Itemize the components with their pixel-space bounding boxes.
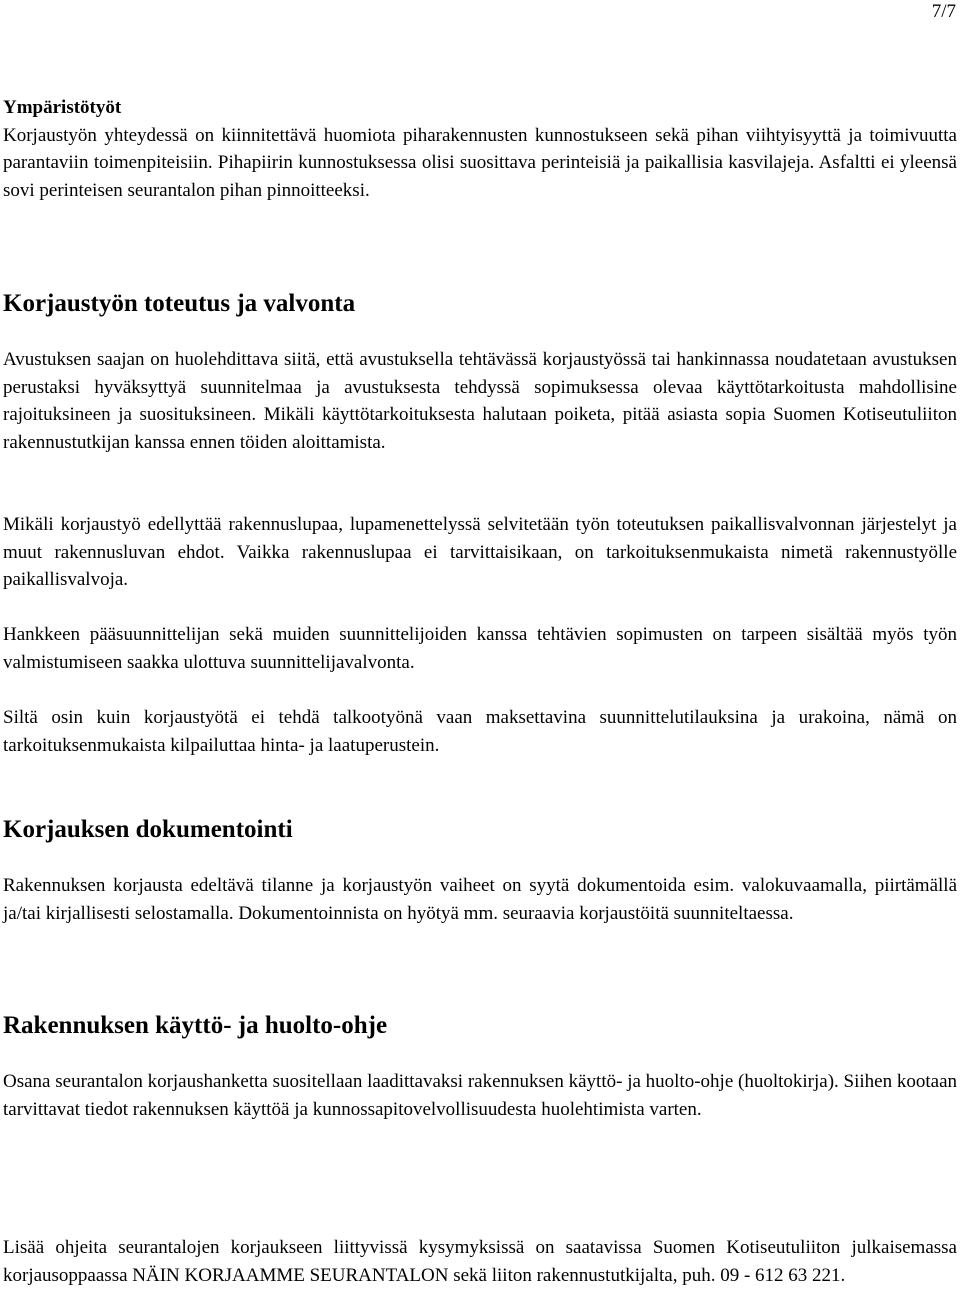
paragraph-more-info: Lisää ohjeita seurantalojen korjaukseen liittyvissä kysymyksissä on saatavissa Suomen Kotiseutuliiton julkaisemassa korjausoppaassa NÄIN KORJAAMME SEURANTALON sekä liiton rakennustutkijalta, puh. 09 - 612 63 221. [3, 1237, 957, 1286]
paragraph-implementation-4: Siltä osin kuin korjaustyötä ei tehdä talkootyönä vaan maksettavina suunnittelutilauksina ja urakoina, nämä on tarkoituksenmukaista kilpailuttaa hinta- ja laatuperustein. [3, 707, 957, 756]
paragraph-implementation-1-block [3, 346, 957, 456]
page-number: 7/7 [931, 1, 956, 22]
paragraph-implementation-4-block [3, 704, 957, 759]
paragraph-documentation-block [3, 872, 957, 927]
paragraph-maintenance: Osana seurantalon korjaushanketta suositellaan laadittavaksi rakennuksen käyttö- ja huolto-ohje (huoltokirja). Siihen kootaan tarvittavat tiedot rakennuksen käyttöä ja kunnossapitovelvollisuudesta huolehtimista varten. [3, 1071, 957, 1120]
paragraph-more-info-block [3, 1234, 957, 1289]
section-heading-implementation: Korjaustyön toteutus ja valvonta [3, 290, 356, 317]
paragraph-maintenance-block [3, 1068, 957, 1123]
paragraph-implementation-3: Hankkeen pääsuunnittelijan sekä muiden suunnittelijoiden kanssa tehtävien sopimusten on tarpeen sisältää myös työn valmistumiseen saakka ulottuva suunnittelijavalvonta. [3, 624, 957, 673]
section-implementation [3, 289, 957, 319]
paragraph-implementation-2: Mikäli korjaustyö edellyttää rakennuslupaa, lupamenettelyssä selvitetään työn toteutuksen paikallisvalvonnan järjestelyt ja muut rakennusluvan ehdot. Vaikka rakennuslupaa ei tarvittaisikaan, on tarkoituksenmukaista nimetä rakennustyölle paikallisvalvoja. [3, 514, 957, 590]
section-heading-documentation: Korjauksen dokumentointi [3, 816, 293, 843]
paragraph-environment: Korjaustyön yhteydessä on kiinnitettävä huomiota piharakennusten kunnostukseen sekä pihan viihtyisyyttä ja toimivuutta parantaviin toimenpiteisiin. Pihapiirin kunnostuksessa olisi suosittava perinteisiä ja paikallisia kasvilajeja. Asfaltti ei yleensä sovi perinteisen seurantalon pihan pinnoitteeksi. [3, 124, 957, 201]
paragraph-implementation-3-block [3, 621, 957, 676]
paragraph-implementation-2-block [3, 511, 957, 594]
section-environment [3, 94, 957, 204]
section-heading-maintenance: Rakennuksen käyttö- ja huolto-ohje [3, 1012, 388, 1039]
paragraph-implementation-1: Avustuksen saajan on huolehdittava siitä, että avustuksella tehtävässä korjaustyössä tai hankinnassa noudatetaan avustuksen perustaksi hyväksyttyä suunnitelmaa ja avustuksesta tehdyssä sopimuksessa olevaa käyttötarkoitusta mahdollisine rajoituksineen ja suosituksineen. Mikäli käyttötarkoituksesta halutaan poiketa, pitää asiasta sopia Suomen Kotiseutuliiton rakennustutkijan kanssa ennen töiden aloittamista. [3, 349, 957, 453]
paragraph-documentation: Rakennuksen korjausta edeltävä tilanne ja korjaustyön vaiheet on syytä dokumentoida esim. valokuvaamalla, piirtämällä ja/tai kirjallisesti selostamalla. Dokumentoinnista on hyötyä mm. seuraavia korjaustöitä suunniteltaessa. [3, 875, 957, 924]
section-maintenance [3, 1011, 957, 1041]
section-heading-environment: Ympäristötyöt [3, 97, 122, 118]
section-documentation [3, 815, 957, 845]
